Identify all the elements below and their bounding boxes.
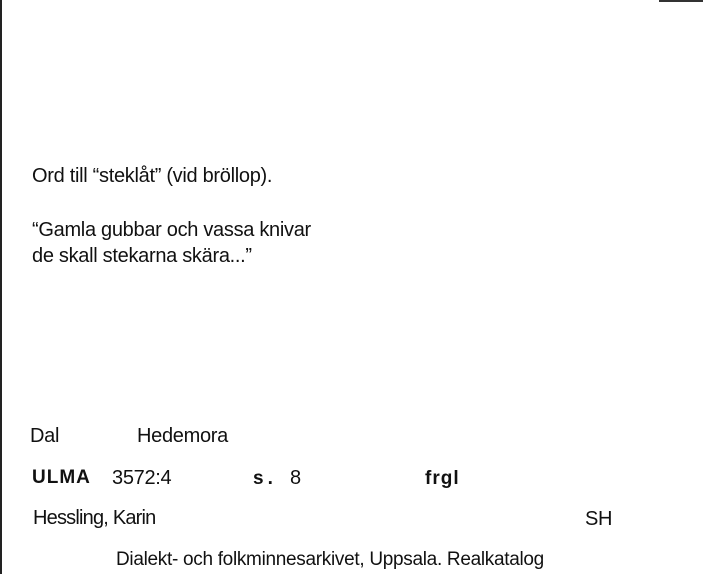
archive-code: ULMA: [32, 467, 91, 488]
card-left-edge: [0, 0, 2, 574]
card-description: Ord till “steklåt” (vid bröllop).: [32, 165, 273, 187]
quote-line-2: de skall stekarna skära...”: [32, 245, 252, 267]
category-code: frgl: [425, 468, 460, 489]
quote-line-1: “Gamla gubbar och vassa knivar: [32, 219, 311, 241]
recorder-initials: SH: [585, 508, 613, 530]
socken: Hedemora: [137, 425, 228, 447]
archive-footer: Dialekt- och folkminnesarkivet, Uppsala. Realkatalog: [116, 549, 544, 570]
record-number: 3572:4: [112, 467, 172, 489]
page-label: s.: [253, 468, 277, 489]
card-top-edge: [659, 0, 703, 2]
landskap: Dal: [30, 425, 60, 447]
informant-name: Hessling, Karin: [33, 507, 156, 529]
page-number: 8: [290, 467, 301, 489]
